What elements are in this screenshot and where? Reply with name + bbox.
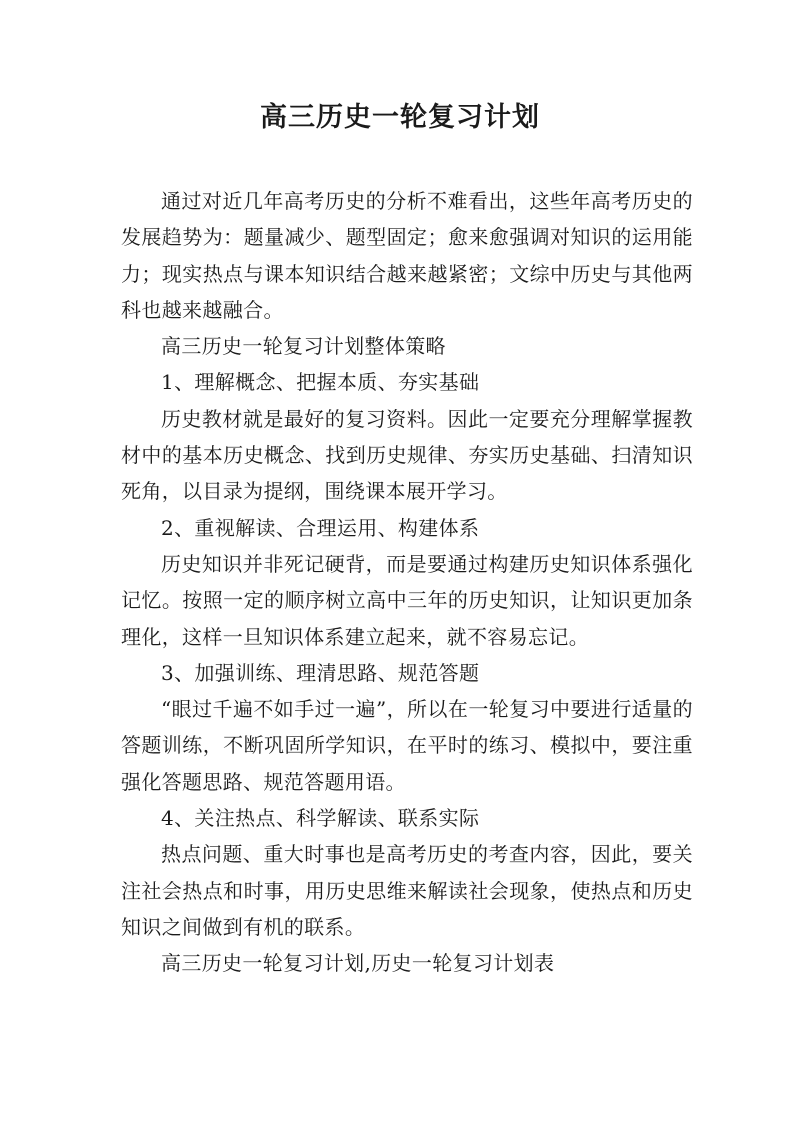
paragraph-1: 历史教材就是最好的复习资料。因此一定要充分理解掌握教材中的基本历史概念、找到历史规律、夯实历史基础、扫清知识死角，以目录为提纲，围绕课本展开学习。 (121, 406, 693, 504)
subheading-2: 2、重视解读、合理运用、构建体系 (161, 515, 480, 540)
subheading-3: 3、加强训练、理清思路、规范答题 (161, 660, 480, 685)
paragraph-intro: 通过对近几年高考历史的分析不难看出，这些年高考历史的发展趋势为：题量减少、题型固定；愈来愈强调对知识的运用能力；现实热点与课本知识结合越来越紧密；文综中历史与其他两科也越来越融合。 (121, 189, 693, 322)
document-title: 高三历史一轮复习计划 (260, 102, 540, 133)
paragraph-3: “眼过千遍不如手过一遍”，所以在一轮复习中要进行适量的答题训练，不断巩固所学知识，在平时的练习、模拟中，要注重强化答题思路、规范答题用语。 (121, 697, 693, 794)
paragraph-2: 历史知识并非死记硬背，而是要通过构建历史知识体系强化记忆。按照一定的顺序树立高中三年的历史知识，让知识更加条理化，这样一旦知识体系建立起来，就不容易忘记。 (121, 551, 693, 649)
subheading-4: 4、关注热点、科学解读、联系实际 (161, 806, 480, 831)
subheading-1: 1、理解概念、把握本质、夯实基础 (161, 370, 480, 395)
document-body (121, 183, 693, 982)
section-heading-strategy: 高三历史一轮复习计划整体策略 (161, 334, 446, 359)
paragraph-4: 热点问题、重大时事也是高考历史的考查内容，因此，要关注社会热点和时事，用历史思维来解读社会现象，使热点和历史知识之间做到有机的联系。 (121, 842, 693, 939)
closing-line: 高三历史一轮复习计划,历史一轮复习计划表 (161, 951, 555, 976)
